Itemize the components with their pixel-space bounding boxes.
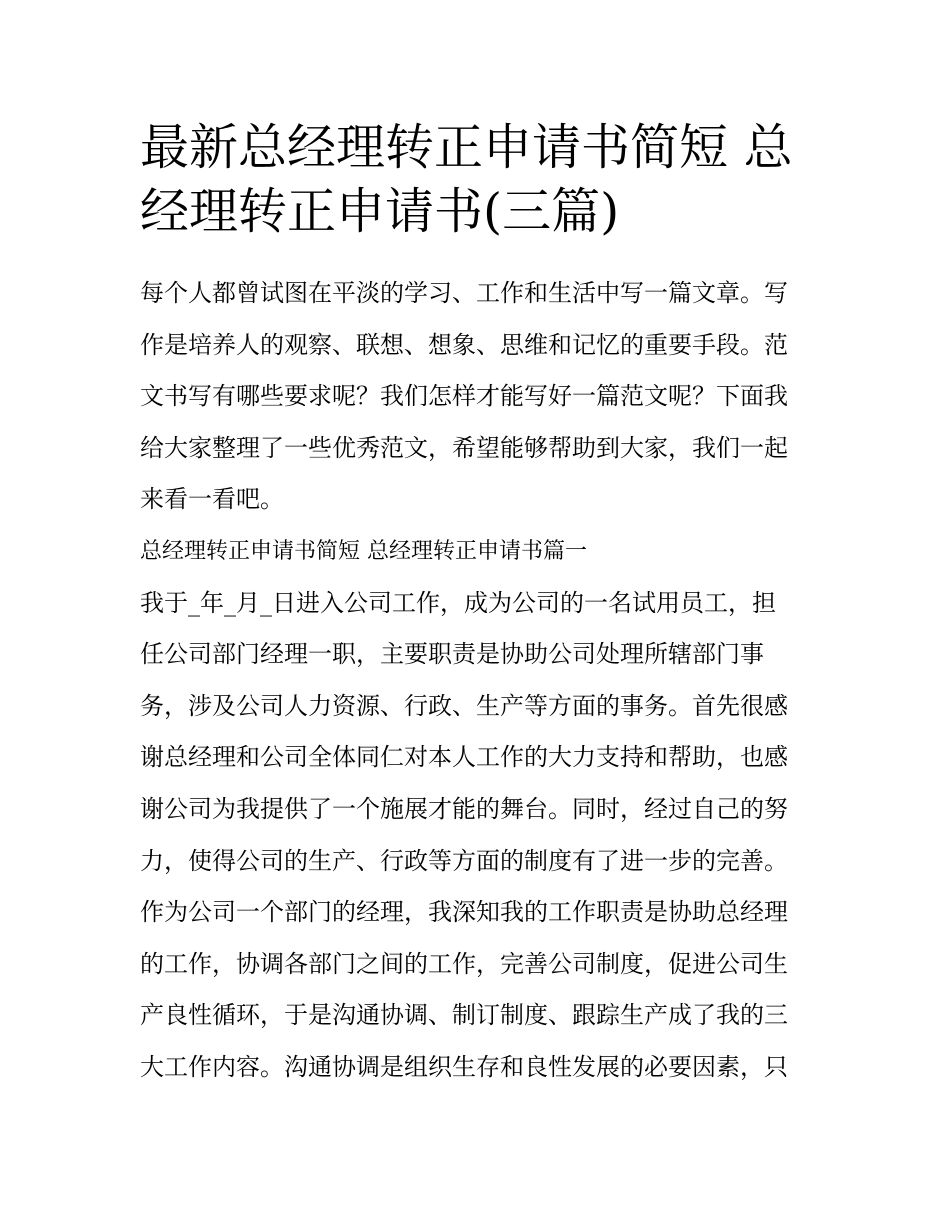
section-heading: 总经理转正申请书简短 总经理转正申请书篇一 (140, 538, 587, 564)
intro-paragraph (140, 268, 812, 526)
intro-line: 每个人都曾试图在平淡的学习、工作和生活中写一篇文章。写 (140, 279, 788, 307)
body-line: 谢公司为我提供了一个施展才能的舞台。同时，经过自己的努 (140, 794, 788, 823)
body-line: 我于_年_月_日进入公司工作，成为公司的一名试用员工，担 (140, 588, 776, 617)
body-paragraph (140, 578, 812, 1094)
document-body (140, 268, 812, 1094)
body-line: 力，使得公司的生产、行政等方面的制度有了进一步的完善。 (140, 846, 788, 875)
body-line: 作为公司一个部门的经理，我深知我的工作职责是协助总经理 (140, 898, 788, 927)
document-content (140, 116, 812, 1094)
intro-line: 给大家整理了一些优秀范文，希望能够帮助到大家，我们一起 (140, 433, 788, 462)
document-title (140, 116, 812, 244)
title-line-2: 经理转正申请书(三篇) (140, 183, 620, 240)
body-line: 务，涉及公司人力资源、行政、生产等方面的事务。首先很感 (140, 691, 788, 720)
body-line: 谢总经理和公司全体同仁对本人工作的大力支持和帮助，也感 (140, 743, 788, 772)
body-line: 产良性循环，于是沟通协调、制订制度、跟踪生产成了我的三 (140, 1001, 788, 1030)
intro-line: 来看一看吧。 (140, 485, 284, 514)
intro-line: 文书写有哪些要求呢？我们怎样才能写好一篇范文呢？下面我 (140, 382, 788, 411)
title-line-1: 最新总经理转正申请书简短 总 (140, 119, 793, 176)
body-line: 大工作内容。沟通协调是组织生存和良性发展的必要因素，只 (140, 1052, 788, 1081)
intro-line: 作是培养人的观察、联想、想象、思维和记忆的重要手段。范 (140, 330, 788, 359)
body-line: 的工作，协调各部门之间的工作，完善公司制度，促进公司生 (140, 949, 788, 978)
body-line: 任公司部门经理一职，主要职责是协助公司处理所辖部门事 (140, 640, 764, 669)
